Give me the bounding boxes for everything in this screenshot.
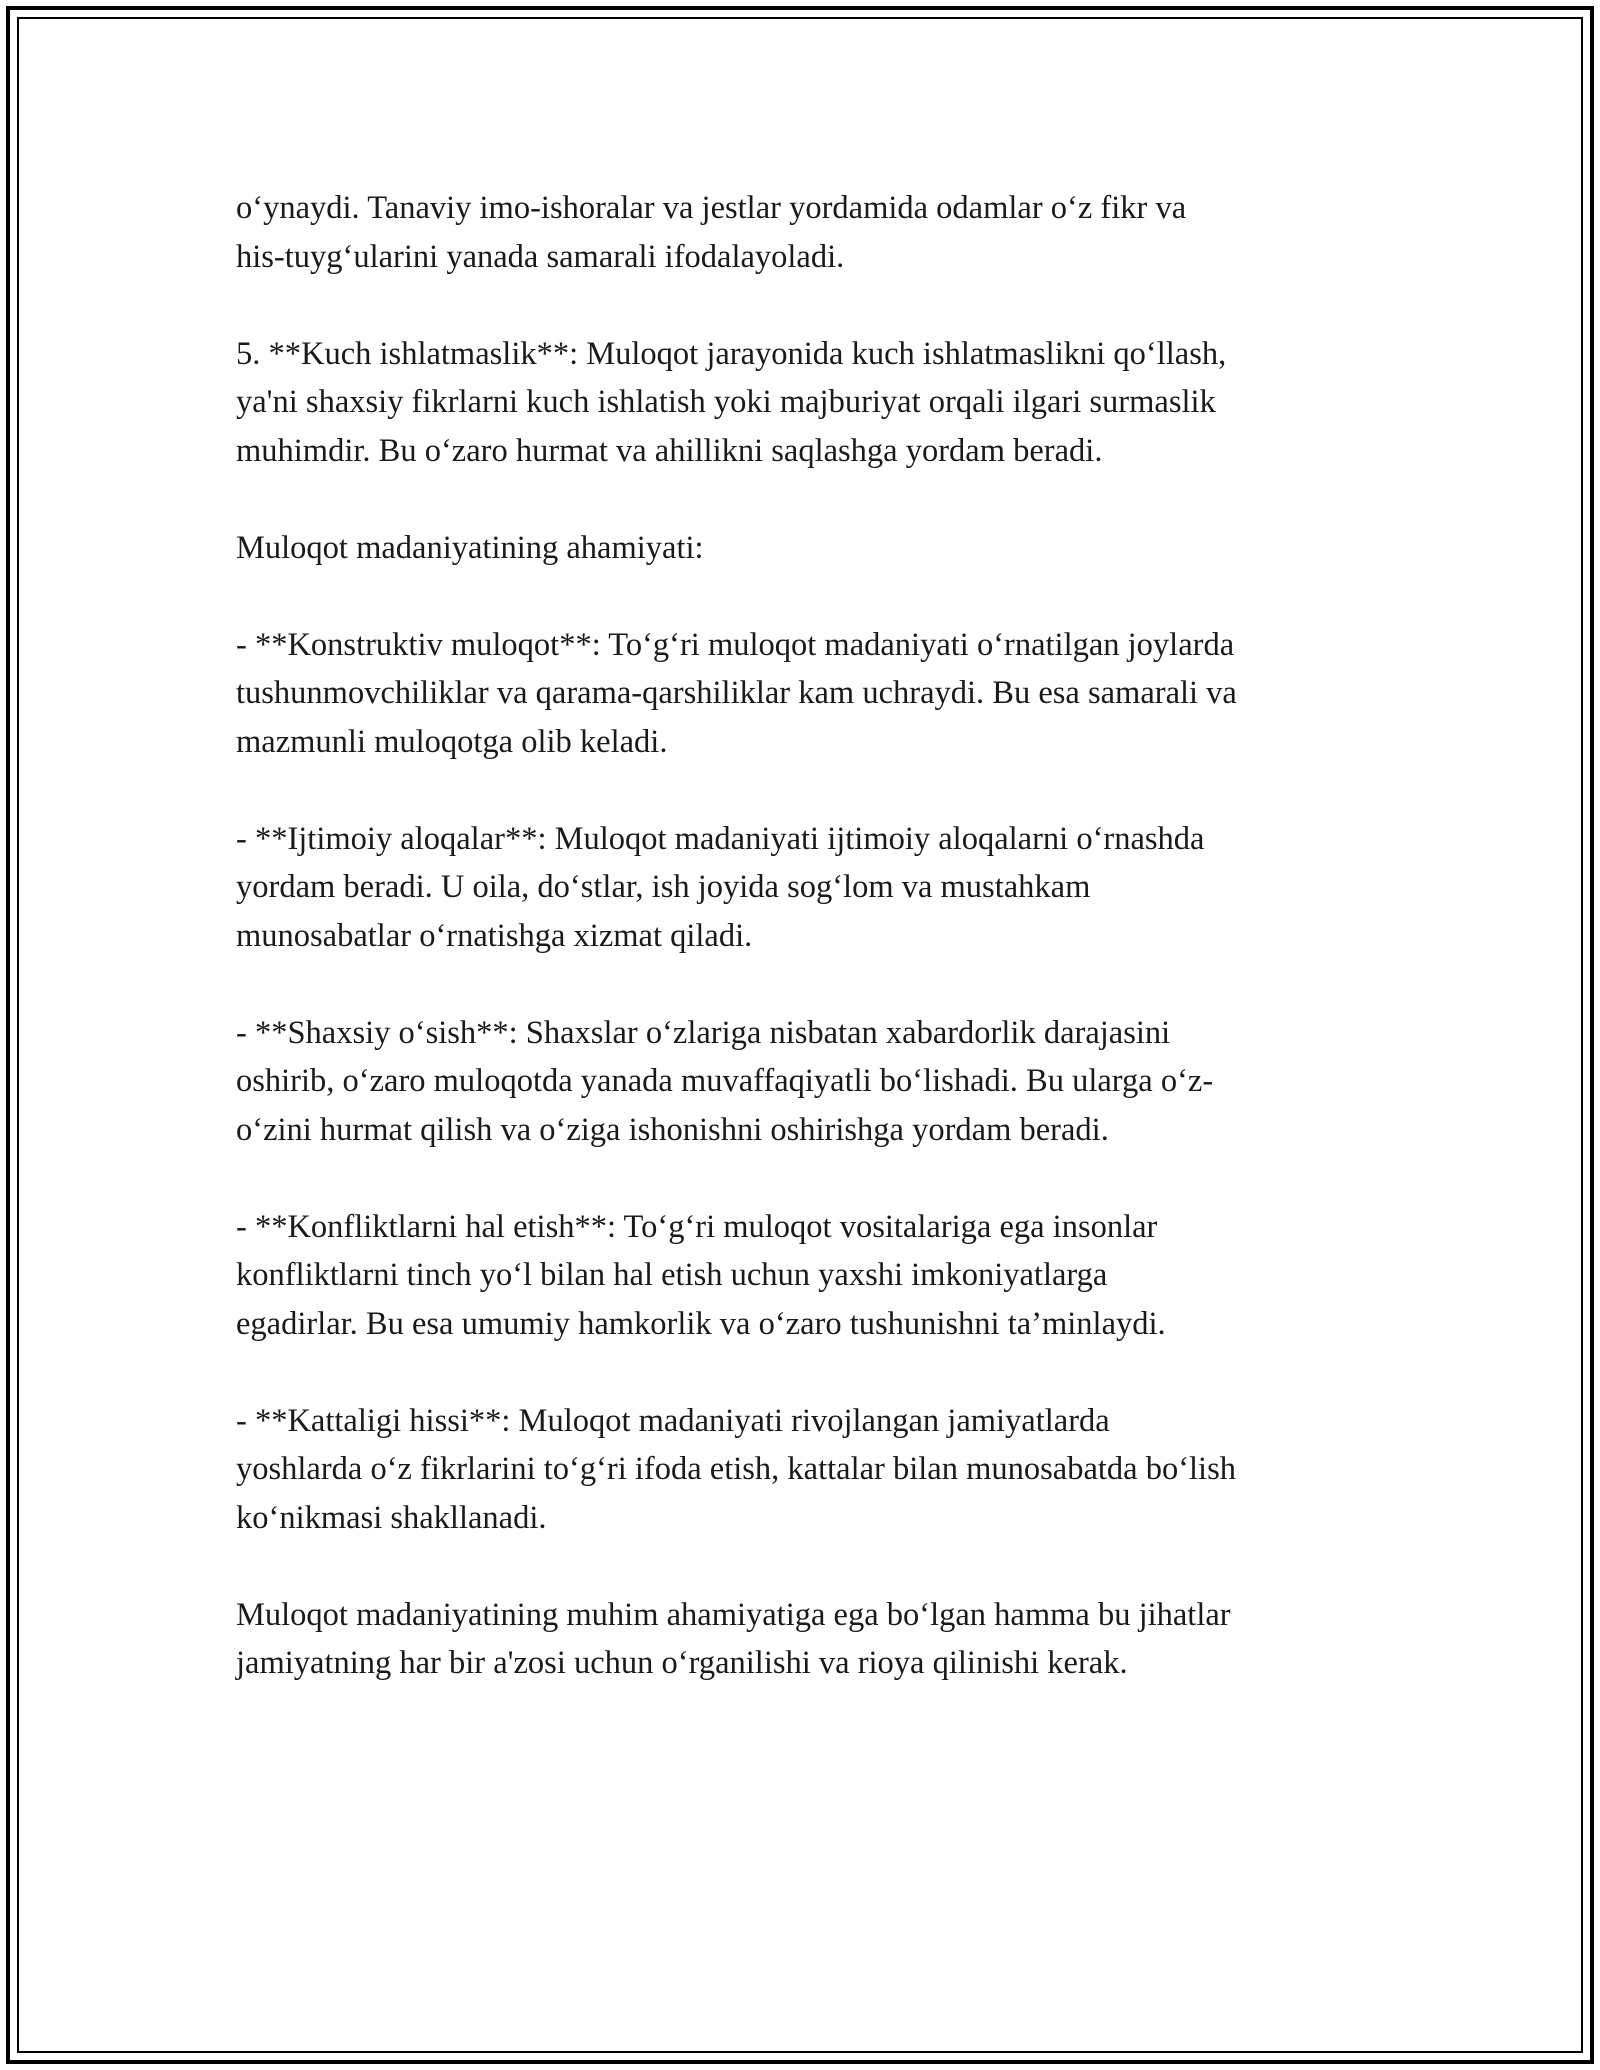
paragraph-konfliktlarni-hal-etish xyxy=(236,1203,1386,1349)
text-line: - **Ijtimoiy aloqalar**: Muloqot madaniyati ijtimoiy aloqalarni o‘rnashda xyxy=(236,820,1205,857)
text-line: konfliktlarni tinch yo‘l bilan hal etish uchun yaxshi imkoniyatlarga xyxy=(236,1257,1108,1293)
paragraph-conclusion xyxy=(236,1591,1386,1688)
paragraph-konstruktiv-muloqot xyxy=(236,621,1386,767)
text-line: yordam beradi. U oila, do‘stlar, ish joyida sog‘lom va mustahkam xyxy=(236,869,1091,905)
text-line: oshirib, o‘zaro muloqotda yanada muvaffaqiyatli bo‘lishadi. Bu ularga o‘z- xyxy=(236,1063,1214,1099)
text-line: o‘ynaydi. Tanaviy imo-ishoralar va jestlar yordamida odamlar o‘z fikr va xyxy=(236,190,1187,226)
document-body xyxy=(236,184,1386,1736)
text-line: - **Kattaligi hissi**: Muloqot madaniyati rivojlangan jamiyatlarda xyxy=(236,1402,1110,1439)
text-line: jamiyatning har bir a'zosi uchun o‘rganilishi va rioya qilinishi kerak. xyxy=(236,1645,1128,1681)
text-line: ya'ni shaxsiy fikrlarni kuch ishlatish yoki majburiyat orqali ilgari surmaslik xyxy=(236,384,1216,420)
text-line: Muloqot madaniyatining ahamiyati: xyxy=(236,529,704,566)
text-line: - **Konfliktlarni hal etish**: To‘g‘ri muloqot vositalariga ega insonlar xyxy=(236,1208,1158,1245)
text-line: ko‘nikmasi shakllanadi. xyxy=(236,1499,547,1536)
paragraph-kattaligi-hissi xyxy=(236,1397,1386,1543)
text-line: - **Shaxsiy o‘sish**: Shaxslar o‘zlariga nisbatan xabardorlik darajasini xyxy=(236,1014,1171,1051)
text-line: Muloqot madaniyatining muhim ahamiyatiga ega bo‘lgan hamma bu jihatlar xyxy=(236,1596,1231,1633)
text-line: muhimdir. Bu o‘zaro hurmat va ahillikni saqlashga yordam beradi. xyxy=(236,432,1103,469)
text-line: - **Konstruktiv muloqot**: To‘g‘ri muloqot madaniyati o‘rnatilgan joylarda xyxy=(236,626,1235,663)
text-line: munosabatlar o‘rnatishga xizmat qiladi. xyxy=(236,917,753,954)
text-line: yoshlarda o‘z fikrlarini to‘g‘ri ifoda etish, kattalar bilan munosabatda bo‘lish xyxy=(236,1451,1236,1487)
text-line: egadirlar. Bu esa umumiy hamkorlik va o‘zaro tushunishni ta’minlaydi. xyxy=(236,1305,1166,1342)
section-heading xyxy=(236,524,1386,573)
text-line: 5. **Kuch ishlatmaslik**: Muloqot jarayonida kuch ishlatmaslikni qo‘llash, xyxy=(236,335,1227,372)
text-line: mazmunli muloqotga olib keladi. xyxy=(236,723,668,760)
text-line: his-tuyg‘ularini yanada samarali ifodalayoladi. xyxy=(236,238,845,275)
paragraph-shaxsiy-osish xyxy=(236,1009,1386,1155)
text-line: o‘zini hurmat qilish va o‘ziga ishonishni oshirishga yordam beradi. xyxy=(236,1111,1109,1148)
paragraph-ijtimoiy-aloqalar xyxy=(236,815,1386,961)
paragraph-intro-continuation xyxy=(236,184,1386,281)
paragraph-kuch-ishlatmaslik xyxy=(236,330,1386,476)
text-line: tushunmovchiliklar va qarama-qarshiliklar kam uchraydi. Bu esa samarali va xyxy=(236,675,1237,711)
